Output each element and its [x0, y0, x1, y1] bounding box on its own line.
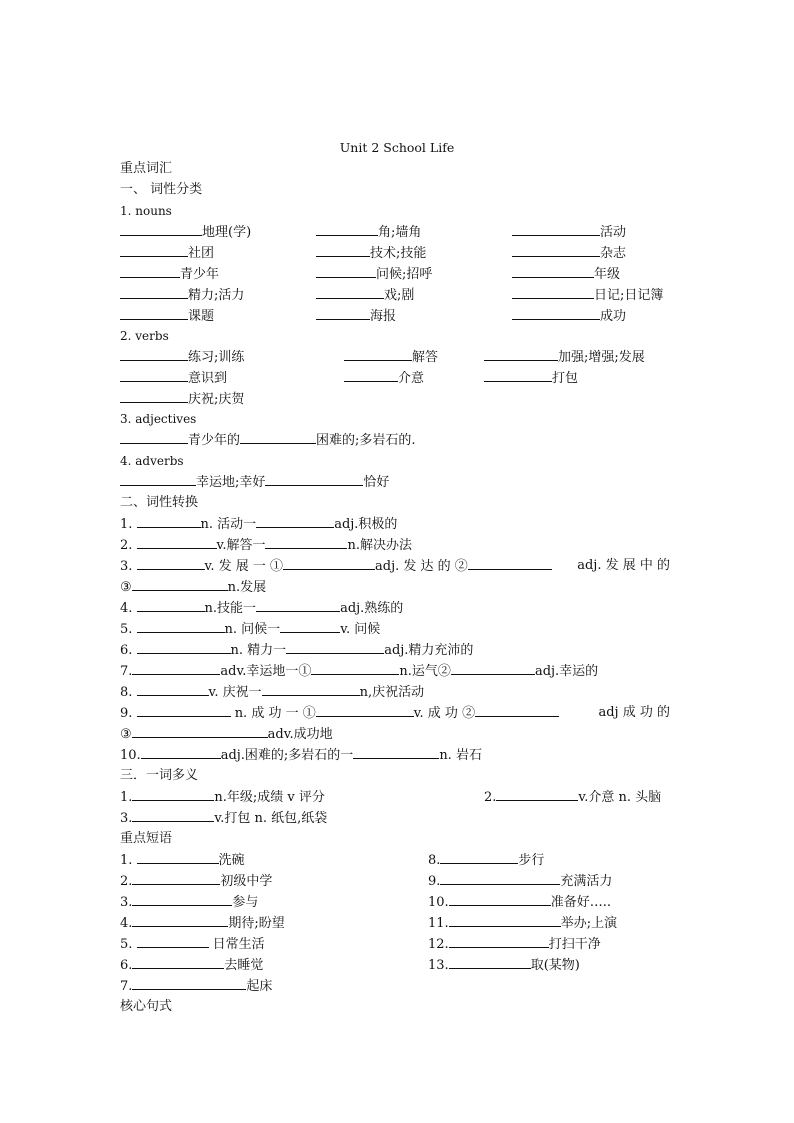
polysemy-item: 1. n.年级;成绩 v 评分 — [120, 787, 325, 807]
verb-item: 意识到 — [120, 368, 227, 388]
blank[interactable] — [344, 347, 412, 361]
polysemy-item: 2. v.介意 n. 头脑 — [484, 787, 661, 807]
adverb-row: 幸运地;幸好 恰好 — [120, 472, 389, 492]
verb-item: 练习;训练 — [120, 347, 244, 367]
blank[interactable] — [132, 724, 268, 738]
blank[interactable] — [132, 787, 214, 801]
blank[interactable] — [451, 661, 535, 675]
blank[interactable] — [256, 514, 334, 528]
noun-item: 技术;技能 — [316, 243, 426, 263]
noun-item: 精力;活力 — [120, 285, 244, 305]
blank[interactable] — [256, 598, 340, 612]
blank[interactable] — [316, 222, 378, 236]
blank[interactable] — [344, 368, 398, 382]
phrase-item: 11. 举办;上演 — [428, 913, 617, 933]
noun-item: 活动 — [512, 222, 626, 242]
phrase-item: 9. 充满活力 — [428, 871, 612, 891]
section-sentences: 核心句式 — [120, 999, 173, 1014]
blank[interactable] — [316, 703, 414, 717]
blank[interactable] — [132, 808, 214, 822]
blank[interactable] — [120, 389, 188, 403]
blank[interactable] — [449, 955, 531, 969]
blank[interactable] — [265, 535, 347, 549]
blank[interactable] — [449, 913, 561, 927]
blank[interactable] — [120, 222, 202, 236]
conversion-row: 3. v. 发 展 一 ① adj. 发 达 的 ② adj. 发 展 中 的 — [120, 558, 670, 574]
conversion-row: 2. v.解答一 n.解决办法 — [120, 535, 412, 555]
blank[interactable] — [283, 556, 375, 570]
blank[interactable] — [120, 264, 180, 278]
blank[interactable] — [137, 556, 205, 570]
blank[interactable] — [316, 285, 384, 299]
adjectives-label: 3. adjectives — [120, 412, 197, 426]
nouns-label: 1. nouns — [120, 204, 172, 218]
adjective-row: 青少年的 困难的;多岩石的. — [120, 430, 416, 450]
conversion-row: 6. n. 精力一 adj.精力充沛的 — [120, 640, 473, 660]
blank[interactable] — [137, 535, 217, 549]
phrase-item: 12. 打扫干净 — [428, 934, 601, 954]
conversion-row: 9. n. 成 功 一 ① v. 成 功 ② adj 成 功 的 — [120, 705, 670, 721]
noun-item: 年级 — [512, 264, 620, 284]
blank[interactable] — [512, 264, 594, 278]
blank[interactable] — [132, 871, 220, 885]
noun-item: 成功 — [512, 306, 626, 326]
section-polysemy: 三．一词多义 — [120, 768, 199, 783]
phrase-item: 10. 准备好….. — [428, 892, 611, 912]
blank[interactable] — [132, 955, 224, 969]
blank[interactable] — [484, 347, 558, 361]
blank[interactable] — [316, 243, 370, 257]
blank[interactable] — [137, 850, 219, 864]
blank[interactable] — [120, 472, 196, 486]
page-title: Unit 2 School Life — [339, 140, 455, 155]
section-pos-class: 一、 词性分类 — [120, 182, 203, 197]
blank[interactable] — [512, 285, 594, 299]
blank[interactable] — [137, 682, 209, 696]
blank[interactable] — [141, 745, 221, 759]
blank[interactable] — [475, 703, 559, 717]
conversion-row: 7. adv.幸运地一① n.运气② adj.幸运的 — [120, 661, 598, 681]
blank[interactable] — [137, 640, 231, 654]
phrase-item: 3. 参与 — [120, 892, 258, 912]
verb-item: 解答 — [344, 347, 438, 367]
adverbs-label: 4. adverbs — [120, 454, 184, 468]
noun-item: 青少年 — [120, 264, 219, 284]
phrase-item: 5. 日常生活 — [120, 934, 265, 954]
blank[interactable] — [120, 430, 188, 444]
blank[interactable] — [440, 850, 518, 864]
conversion-row: 10. adj.困难的;多岩石的一 n. 岩石 — [120, 745, 482, 765]
blank[interactable] — [286, 640, 384, 654]
noun-item: 杂志 — [512, 243, 626, 263]
blank[interactable] — [132, 913, 228, 927]
blank[interactable] — [120, 243, 188, 257]
blank[interactable] — [468, 556, 552, 570]
phrase-item: 2. 初级中学 — [120, 871, 272, 891]
noun-item: 海报 — [316, 306, 396, 326]
conversion-row: ③ adv.成功地 — [120, 724, 333, 744]
verb-item: 加强;增强;发展 — [484, 347, 645, 367]
conversion-row: 5. n. 问候一 v. 问候 — [120, 619, 380, 639]
blank[interactable] — [449, 892, 551, 906]
blank[interactable] — [265, 472, 363, 486]
blank[interactable] — [316, 264, 376, 278]
blank[interactable] — [440, 871, 560, 885]
blank[interactable] — [280, 619, 340, 633]
phrase-item: 6. 去睡觉 — [120, 955, 263, 975]
blank[interactable] — [353, 745, 439, 759]
phrase-item: 4. 期待;盼望 — [120, 913, 285, 933]
noun-item: 问候;招呼 — [316, 264, 432, 284]
noun-item: 课题 — [120, 306, 214, 326]
blank[interactable] — [316, 306, 370, 320]
section-vocab: 重点词汇 — [120, 161, 173, 176]
blank[interactable] — [120, 347, 188, 361]
blank[interactable] — [484, 368, 552, 382]
blank[interactable] — [137, 703, 231, 717]
noun-item: 戏;剧 — [316, 285, 414, 305]
blank[interactable] — [512, 243, 600, 257]
blank[interactable] — [311, 661, 399, 675]
blank[interactable] — [120, 285, 188, 299]
blank[interactable] — [512, 222, 600, 236]
blank[interactable] — [262, 682, 360, 696]
phrase-item: 7. 起床 — [120, 976, 272, 996]
blank[interactable] — [512, 306, 600, 320]
phrase-item: 1. 洗碗 — [120, 850, 245, 870]
blank[interactable] — [132, 892, 232, 906]
verbs-label: 2. verbs — [120, 329, 169, 343]
blank[interactable] — [120, 306, 188, 320]
section-phrases: 重点短语 — [120, 831, 173, 846]
blank[interactable] — [132, 976, 246, 990]
verb-item: 打包 — [484, 368, 578, 388]
conversion-row: 4. n.技能一 adj.熟练的 — [120, 598, 403, 618]
blank[interactable] — [132, 661, 220, 675]
blank[interactable] — [137, 514, 201, 528]
verb-item: 庆祝;庆贺 — [120, 389, 244, 409]
section-conversion: 二、词性转换 — [120, 495, 199, 510]
phrase-item: 8. 步行 — [428, 850, 544, 870]
blank[interactable] — [120, 368, 188, 382]
blank[interactable] — [132, 577, 228, 591]
blank[interactable] — [240, 430, 316, 444]
blank[interactable] — [449, 934, 549, 948]
phrase-item: 13. 取(某物) — [428, 955, 580, 975]
blank[interactable] — [137, 598, 205, 612]
noun-item: 地理(学) — [120, 222, 251, 242]
conversion-row: ③ n.发展 — [120, 577, 266, 597]
conversion-row: 1. n. 活动一 adj.积极的 — [120, 514, 397, 534]
noun-item: 角;墙角 — [316, 222, 421, 242]
blank[interactable] — [137, 934, 209, 948]
noun-item: 社团 — [120, 243, 214, 263]
blank[interactable] — [496, 787, 578, 801]
conversion-row: 8. v. 庆祝一 n,庆祝活动 — [120, 682, 424, 702]
noun-item: 日记;日记簿 — [512, 285, 663, 305]
verb-item: 介意 — [344, 368, 424, 388]
polysemy-item: 3. v.打包 n. 纸包,纸袋 — [120, 808, 327, 828]
blank[interactable] — [137, 619, 225, 633]
